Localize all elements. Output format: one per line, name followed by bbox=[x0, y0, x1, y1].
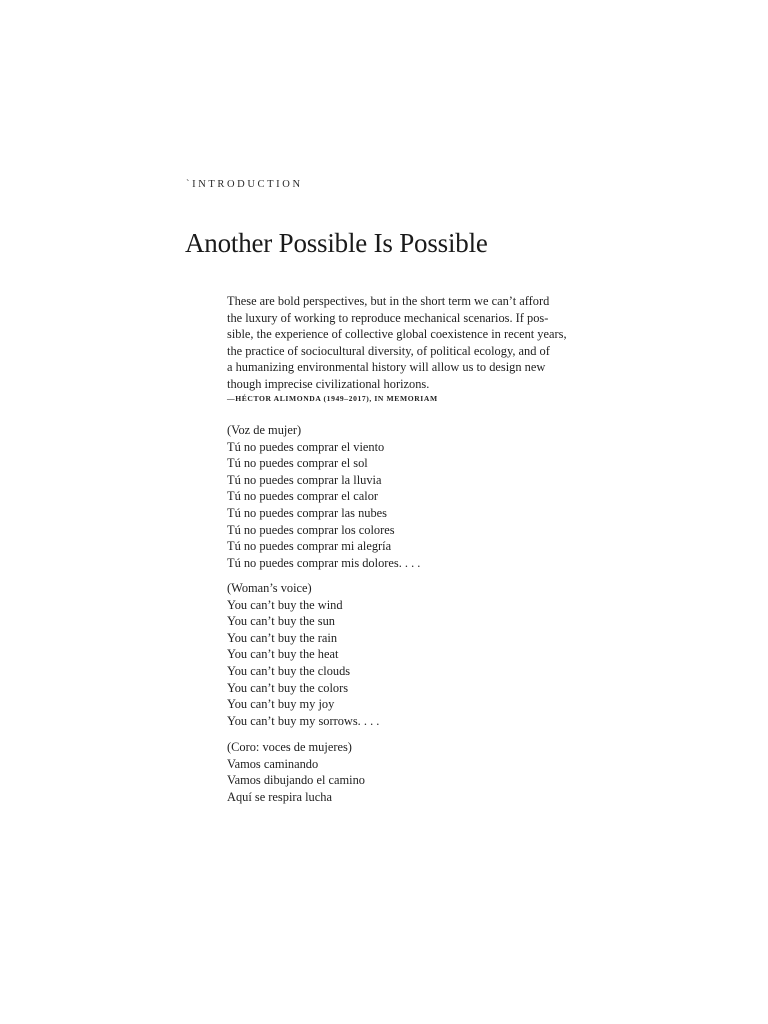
verse-line: Tú no puedes comprar las nubes bbox=[227, 505, 388, 520]
epigraph-attribution: —HÉCTOR ALIMONDA (1949–2017), IN MEMORIAM bbox=[227, 393, 438, 403]
verse-line: You can’t buy the clouds bbox=[227, 663, 351, 678]
verse-line: Tú no puedes comprar el sol bbox=[227, 456, 368, 471]
verse-line: You can’t buy the heat bbox=[227, 647, 339, 662]
epigraph bbox=[227, 293, 587, 405]
verse-line: Tú no puedes comprar el calor bbox=[227, 489, 379, 504]
verse-line: Tú no puedes comprar el viento bbox=[227, 439, 385, 454]
verse-line: (Coro: voces de mujeres) bbox=[227, 740, 352, 754]
verse-line: (Woman’s voice) bbox=[227, 581, 312, 595]
stanza-chorus bbox=[227, 739, 365, 805]
epigraph-line: the luxury of working to reproduce mechanical scenarios. If pos- bbox=[227, 310, 549, 325]
section-label: `INTRODUCTION bbox=[186, 179, 303, 190]
verse-line: You can’t buy the wind bbox=[227, 597, 343, 612]
verse-line: Tú no puedes comprar mi alegría bbox=[227, 539, 392, 554]
verse-line: Vamos caminando bbox=[227, 756, 319, 771]
verse-line: Tú no puedes comprar mis dolores. . . . bbox=[227, 555, 421, 570]
epigraph-line: though imprecise civilizational horizons. bbox=[227, 376, 430, 391]
verse-line: You can’t buy my sorrows. . . . bbox=[227, 713, 380, 728]
epigraph-line: These are bold perspectives, but in the short term we can’t afford bbox=[227, 294, 550, 308]
stanza-english bbox=[227, 580, 379, 729]
epigraph-line: sible, the experience of collective global coexistence in recent years, bbox=[227, 327, 567, 342]
verse-line: You can’t buy the sun bbox=[227, 614, 335, 629]
verse-line: (Voz de mujer) bbox=[227, 423, 302, 437]
verse-line: Vamos dibujando el camino bbox=[227, 773, 365, 788]
epigraph-line: a humanizing environmental history will allow us to design new bbox=[227, 360, 546, 375]
verse-line: You can’t buy the rain bbox=[227, 630, 338, 645]
verse-line: You can’t buy the colors bbox=[227, 680, 349, 695]
verse-line: Aquí se respira lucha bbox=[227, 789, 332, 804]
chapter-title: Another Possible Is Possible bbox=[185, 228, 488, 258]
verse-line: Tú no puedes comprar la lluvia bbox=[227, 472, 382, 487]
verse-line: You can’t buy my joy bbox=[227, 697, 335, 712]
verse-line: Tú no puedes comprar los colores bbox=[227, 522, 395, 537]
epigraph-line: the practice of sociocultural diversity, of political ecology, and of bbox=[227, 343, 550, 358]
stanza-spanish bbox=[227, 422, 420, 571]
